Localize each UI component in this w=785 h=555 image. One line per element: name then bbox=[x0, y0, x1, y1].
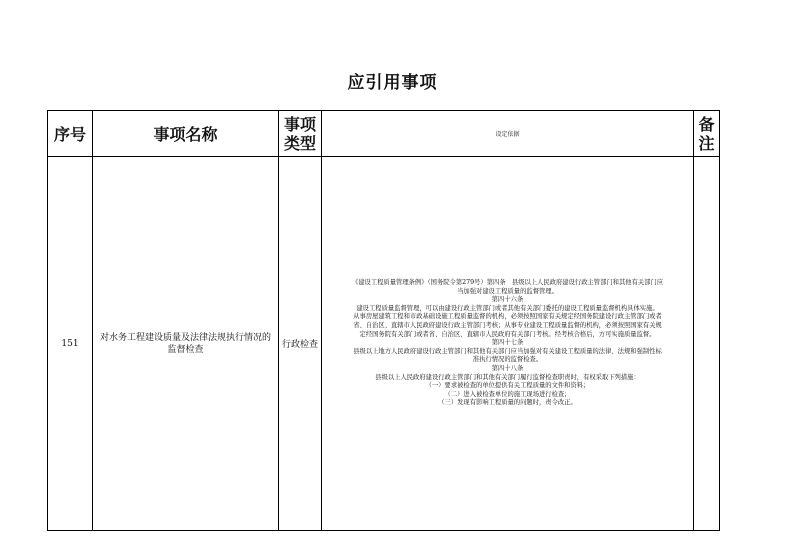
header-seq: 序号 bbox=[48, 111, 93, 157]
basis-line: （三）发现有影响工程质量的问题时，责令改正。 bbox=[438, 399, 577, 407]
basis-line: 定经国务院有关部门或者省、自治区、直辖市人民政府有关部门考核。经考核合格后，方可实施质量监督。 bbox=[359, 330, 656, 338]
basis-line: 从事房屋建筑工程和市政基础设施工程质量监督的机构，必须按照国家有关规定经国务院建设行政主管部门或者 bbox=[353, 313, 662, 321]
header-item-name: 事项名称 bbox=[93, 111, 279, 157]
page-title: 应引用事项 bbox=[347, 73, 438, 93]
header-remark-line1: 备 bbox=[698, 114, 715, 134]
header-remark bbox=[694, 111, 720, 157]
header-item-type-line2: 类型 bbox=[283, 133, 316, 153]
basis-line: （一）要求被检查的单位提供有关工程质量的文件和资料； bbox=[425, 382, 590, 390]
header-remark-line2: 注 bbox=[698, 133, 715, 153]
row-remark bbox=[694, 157, 720, 531]
row-item-name: 对水务工程建设质量及法律法规执行情况的监督检查 bbox=[93, 157, 279, 531]
items-table bbox=[47, 110, 720, 531]
row-item-type: 行政检查 bbox=[279, 157, 322, 531]
header-item-type bbox=[279, 111, 322, 157]
basis-line: 第四十八条 bbox=[491, 364, 524, 372]
basis-line: 第四十六条 bbox=[491, 296, 524, 304]
header-basis: 设定依据 bbox=[322, 111, 694, 157]
basis-line: （二）进入被检查单位的施工现场进行检查； bbox=[444, 390, 571, 398]
basis-line: 第四十七条 bbox=[491, 339, 524, 347]
basis-line: 当加强对建设工程质量的监督管理。 bbox=[457, 287, 558, 295]
row-basis bbox=[322, 157, 694, 531]
basis-line: 县级以上地方人民政府建设行政主管部门和其他有关部门应当加强对有关建设工程质量的法律、法规和强制性标 bbox=[353, 347, 662, 355]
basis-line: 《建设工程质量管理条例》（国务院令第279号）第四条 县级以上人民政府建设行政主管部门和其他有关部门应 bbox=[351, 279, 664, 287]
basis-line: 县级以上人民政府建设行政主管部门和其他有关部门履行监督检查职责时，有权采取下列措施： bbox=[375, 373, 640, 381]
row-seq: 151 bbox=[48, 157, 93, 531]
table-header-row bbox=[48, 111, 720, 157]
basis-line: 建设工程质量监督管理，可以由建设行政主管部门或者其他有关部门委托的建设工程质量监督机构具体实施。 bbox=[356, 304, 659, 312]
table-row bbox=[48, 157, 720, 531]
basis-line: 省、自治区、直辖市人民政府建设行政主管部门考核；从事专业建设工程质量监督的机构，必须按照国家有关规 bbox=[353, 322, 662, 330]
basis-line: 准执行情况的监督检查。 bbox=[472, 356, 543, 364]
header-item-type-line1: 事项 bbox=[283, 114, 316, 134]
